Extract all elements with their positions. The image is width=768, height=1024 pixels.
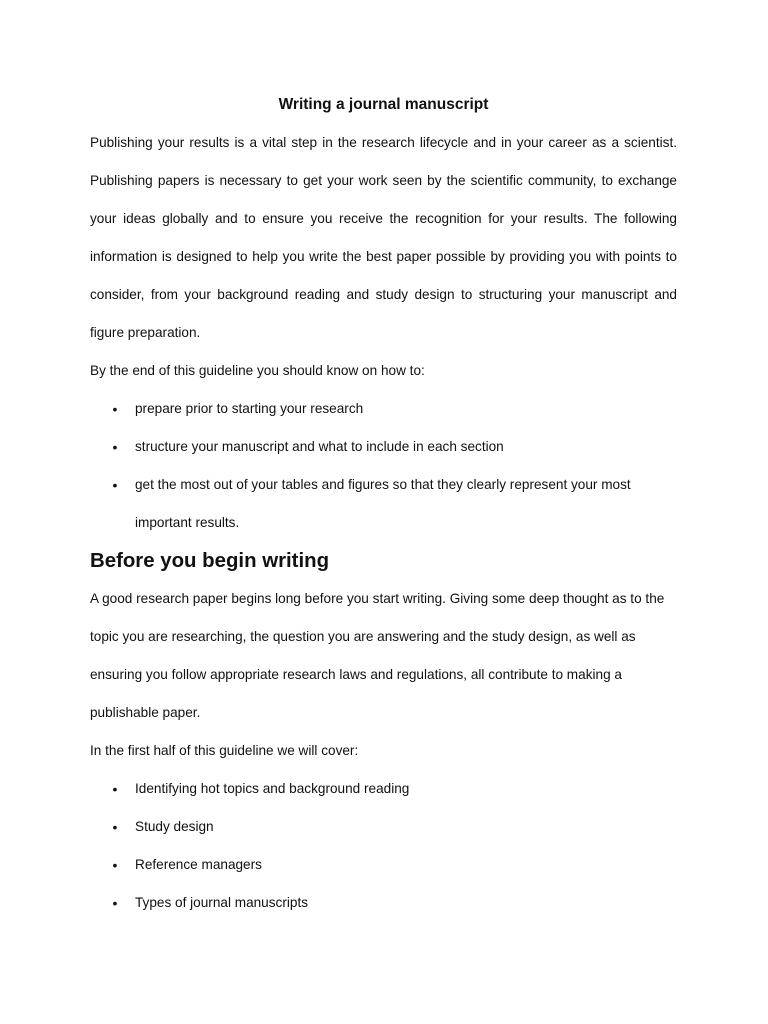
bullet-icon: • <box>112 781 118 797</box>
list-item <box>90 428 677 466</box>
bullet-icon: • <box>112 401 118 417</box>
document-body <box>90 86 677 922</box>
list-item-text: Identifying hot topics and background reading <box>135 781 410 796</box>
bullet-icon: • <box>112 819 118 835</box>
bullet-icon: • <box>112 477 118 493</box>
list-item-text: structure your manuscript and what to include in each section <box>135 439 504 454</box>
section-paragraph: A good research paper begins long before you start writing. Giving some deep thought as to the topic you are researching, the question you are answering and the study design, as well as ensuring you follow appropriate research laws and regulations, all contribute to making a publishable paper. <box>90 591 665 720</box>
intro-paragraph: Publishing your results is a vital step in the research lifecycle and in your career as a scientist. Publishing papers is necessary to get your work seen by the scientific community, to exchange your ideas globally and to ensure you receive the recognition for your results. The following information is designed to help you write the best paper possible by providing you with points to consider, from your background reading and study design to structuring your manuscript and figure preparation. <box>90 135 677 340</box>
list-item <box>90 808 677 846</box>
coverage-lead: In the first half of this guideline we will cover: <box>90 743 359 758</box>
bullet-icon: • <box>112 439 118 455</box>
list-item-text: Types of journal manuscripts <box>135 895 309 910</box>
list-item-text: Study design <box>135 819 214 834</box>
objectives-lead: By the end of this guideline you should know on how to: <box>90 363 425 378</box>
list-item <box>90 466 677 542</box>
list-item <box>90 846 677 884</box>
coverage-list <box>90 770 677 922</box>
bullet-icon: • <box>112 895 118 911</box>
list-item-text: get the most out of your tables and figures so that they clearly represent your most important results. <box>135 477 631 530</box>
list-item-text: Reference managers <box>135 857 262 872</box>
list-item <box>90 390 677 428</box>
list-item <box>90 770 677 808</box>
section-heading: Before you begin writing <box>90 550 330 572</box>
list-item-text: prepare prior to starting your research <box>135 401 364 416</box>
objectives-list <box>90 390 677 542</box>
page-title: Writing a journal manuscript <box>278 96 489 113</box>
bullet-icon: • <box>112 857 118 873</box>
list-item <box>90 884 677 922</box>
